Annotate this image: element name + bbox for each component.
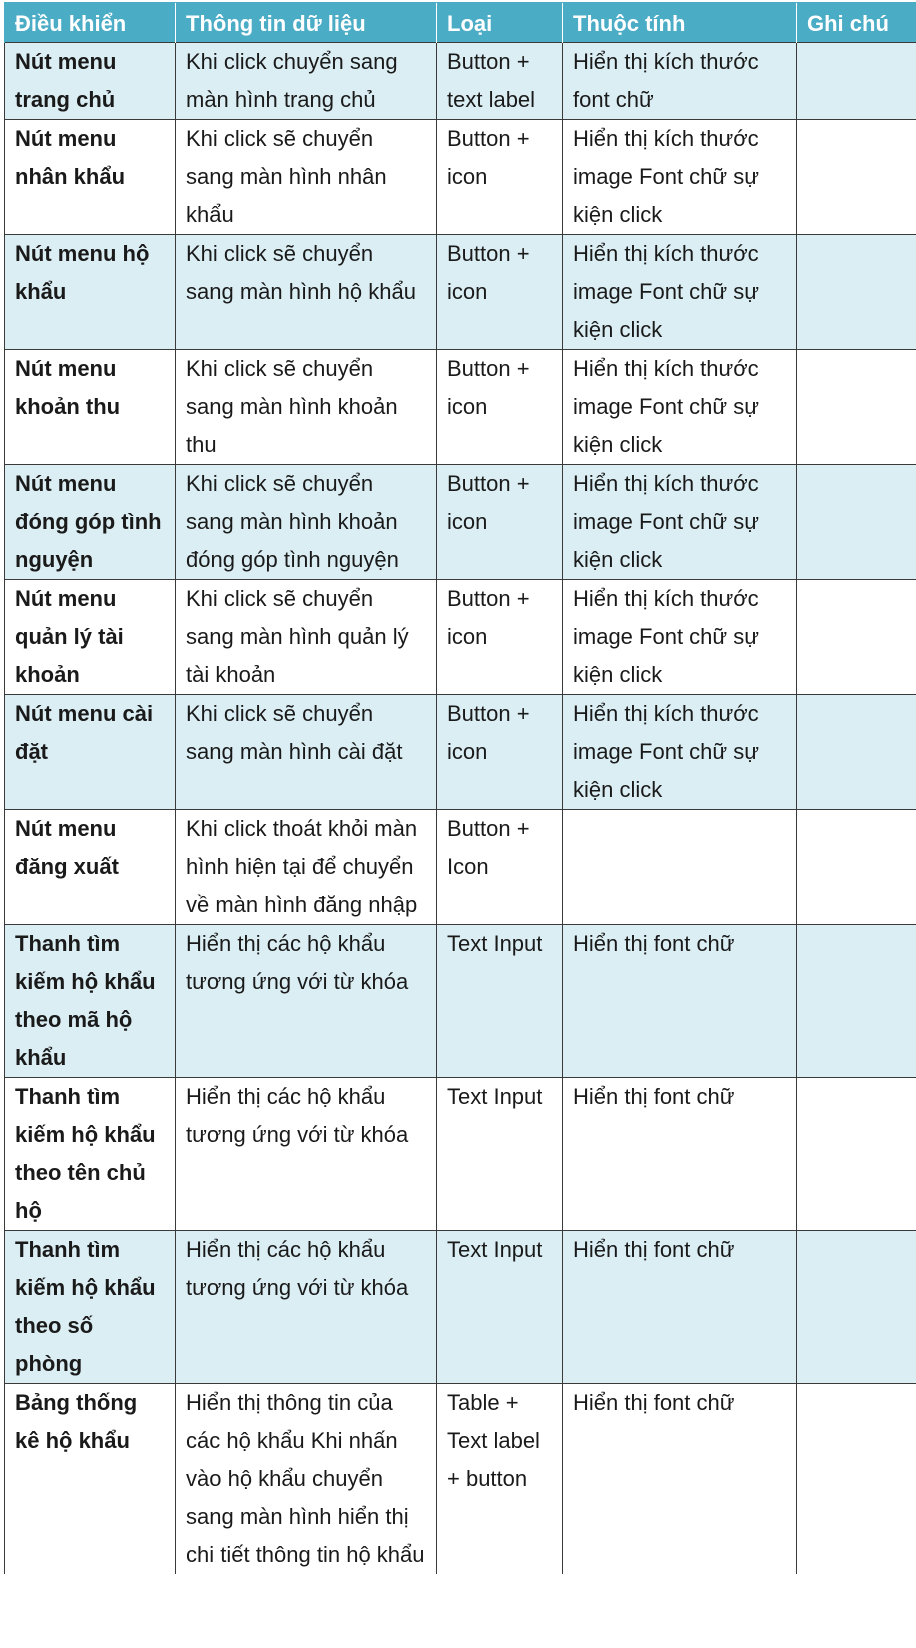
cell-props: Hiển thị kích thước image Font chữ sự kiện click: [563, 235, 797, 350]
cell-note: [797, 120, 916, 235]
cell-note: [797, 695, 916, 810]
cell-info: Hiển thị các hộ khẩu tương ứng với từ khóa: [176, 1231, 437, 1384]
cell-info: Khi click sẽ chuyển sang màn hình nhân khẩu: [176, 120, 437, 235]
cell-control: Bảng thống kê hộ khẩu: [5, 1384, 176, 1575]
cell-control: Nút menu quản lý tài khoản: [5, 580, 176, 695]
cell-control: Thanh tìm kiếm hộ khẩu theo tên chủ hộ: [5, 1078, 176, 1231]
cell-props: Hiển thị kích thước font chữ: [563, 43, 797, 120]
cell-type: Button + icon: [437, 120, 563, 235]
cell-type: Button + icon: [437, 580, 563, 695]
cell-type: Button + Icon: [437, 810, 563, 925]
cell-props: Hiển thị kích thước image Font chữ sự kiện click: [563, 350, 797, 465]
header-type: Loại: [437, 3, 563, 43]
cell-type: Text Input: [437, 1078, 563, 1231]
table-row: [5, 120, 916, 235]
cell-type: Button + icon: [437, 465, 563, 580]
cell-info: Khi click thoát khỏi màn hình hiện tại để chuyển về màn hình đăng nhập: [176, 810, 437, 925]
cell-props: Hiển thị kích thước image Font chữ sự kiện click: [563, 580, 797, 695]
cell-info: Khi click sẽ chuyển sang màn hình khoản thu: [176, 350, 437, 465]
cell-props: Hiển thị kích thước image Font chữ sự kiện click: [563, 695, 797, 810]
table-row: [5, 925, 916, 1078]
header-data-info: Thông tin dữ liệu: [176, 3, 437, 43]
table-row: [5, 1231, 916, 1384]
cell-note: [797, 43, 916, 120]
cell-control: Nút menu trang chủ: [5, 43, 176, 120]
cell-props: Hiển thị font chữ: [563, 1231, 797, 1384]
cell-type: Button + icon: [437, 235, 563, 350]
cell-info: Hiển thị thông tin của các hộ khẩu Khi nhấn vào hộ khẩu chuyển sang màn hình hiển thị chi tiết thông tin hộ khẩu: [176, 1384, 437, 1575]
cell-note: [797, 810, 916, 925]
cell-control: Nút menu đăng xuất: [5, 810, 176, 925]
cell-props: [563, 810, 797, 925]
cell-props: Hiển thị font chữ: [563, 925, 797, 1078]
cell-type: Table + Text label + button: [437, 1384, 563, 1575]
cell-control: Nút menu nhân khẩu: [5, 120, 176, 235]
cell-info: Khi click sẽ chuyển sang màn hình hộ khẩu: [176, 235, 437, 350]
table-row: [5, 350, 916, 465]
cell-control: Nút menu hộ khẩu: [5, 235, 176, 350]
cell-type: Button + icon: [437, 350, 563, 465]
cell-note: [797, 235, 916, 350]
cell-note: [797, 1078, 916, 1231]
cell-note: [797, 350, 916, 465]
table-row: [5, 465, 916, 580]
header-properties: Thuộc tính: [563, 3, 797, 43]
cell-info: Khi click sẽ chuyển sang màn hình quản lý tài khoản: [176, 580, 437, 695]
cell-control: Nút menu cài đặt: [5, 695, 176, 810]
cell-props: Hiển thị kích thước image Font chữ sự kiện click: [563, 120, 797, 235]
cell-info: Khi click sẽ chuyển sang màn hình cài đặt: [176, 695, 437, 810]
cell-control: Thanh tìm kiếm hộ khẩu theo số phòng: [5, 1231, 176, 1384]
cell-control: Nút menu đóng góp tình nguyện: [5, 465, 176, 580]
table-row: [5, 580, 916, 695]
cell-note: [797, 1384, 916, 1575]
table-row: [5, 1384, 916, 1575]
cell-note: [797, 580, 916, 695]
cell-control: Nút menu khoản thu: [5, 350, 176, 465]
cell-info: Hiển thị các hộ khẩu tương ứng với từ khóa: [176, 925, 437, 1078]
cell-note: [797, 465, 916, 580]
table-header-row: [5, 3, 916, 43]
cell-type: Text Input: [437, 925, 563, 1078]
header-note: Ghi chú: [797, 3, 916, 43]
cell-info: Khi click chuyển sang màn hình trang chủ: [176, 43, 437, 120]
cell-control: Thanh tìm kiếm hộ khẩu theo mã hộ khẩu: [5, 925, 176, 1078]
table-row: [5, 695, 916, 810]
ui-spec-table: [4, 2, 916, 1574]
cell-type: Button + icon: [437, 695, 563, 810]
cell-type: Button + text label: [437, 43, 563, 120]
cell-props: Hiển thị kích thước image Font chữ sự kiện click: [563, 465, 797, 580]
cell-info: Hiển thị các hộ khẩu tương ứng với từ khóa: [176, 1078, 437, 1231]
table-row: [5, 810, 916, 925]
cell-props: Hiển thị font chữ: [563, 1384, 797, 1575]
cell-props: Hiển thị font chữ: [563, 1078, 797, 1231]
table-row: [5, 43, 916, 120]
cell-note: [797, 1231, 916, 1384]
table-row: [5, 235, 916, 350]
cell-info: Khi click sẽ chuyển sang màn hình khoản đóng góp tình nguyện: [176, 465, 437, 580]
cell-type: Text Input: [437, 1231, 563, 1384]
header-control: Điều khiển: [5, 3, 176, 43]
table-row: [5, 1078, 916, 1231]
cell-note: [797, 925, 916, 1078]
